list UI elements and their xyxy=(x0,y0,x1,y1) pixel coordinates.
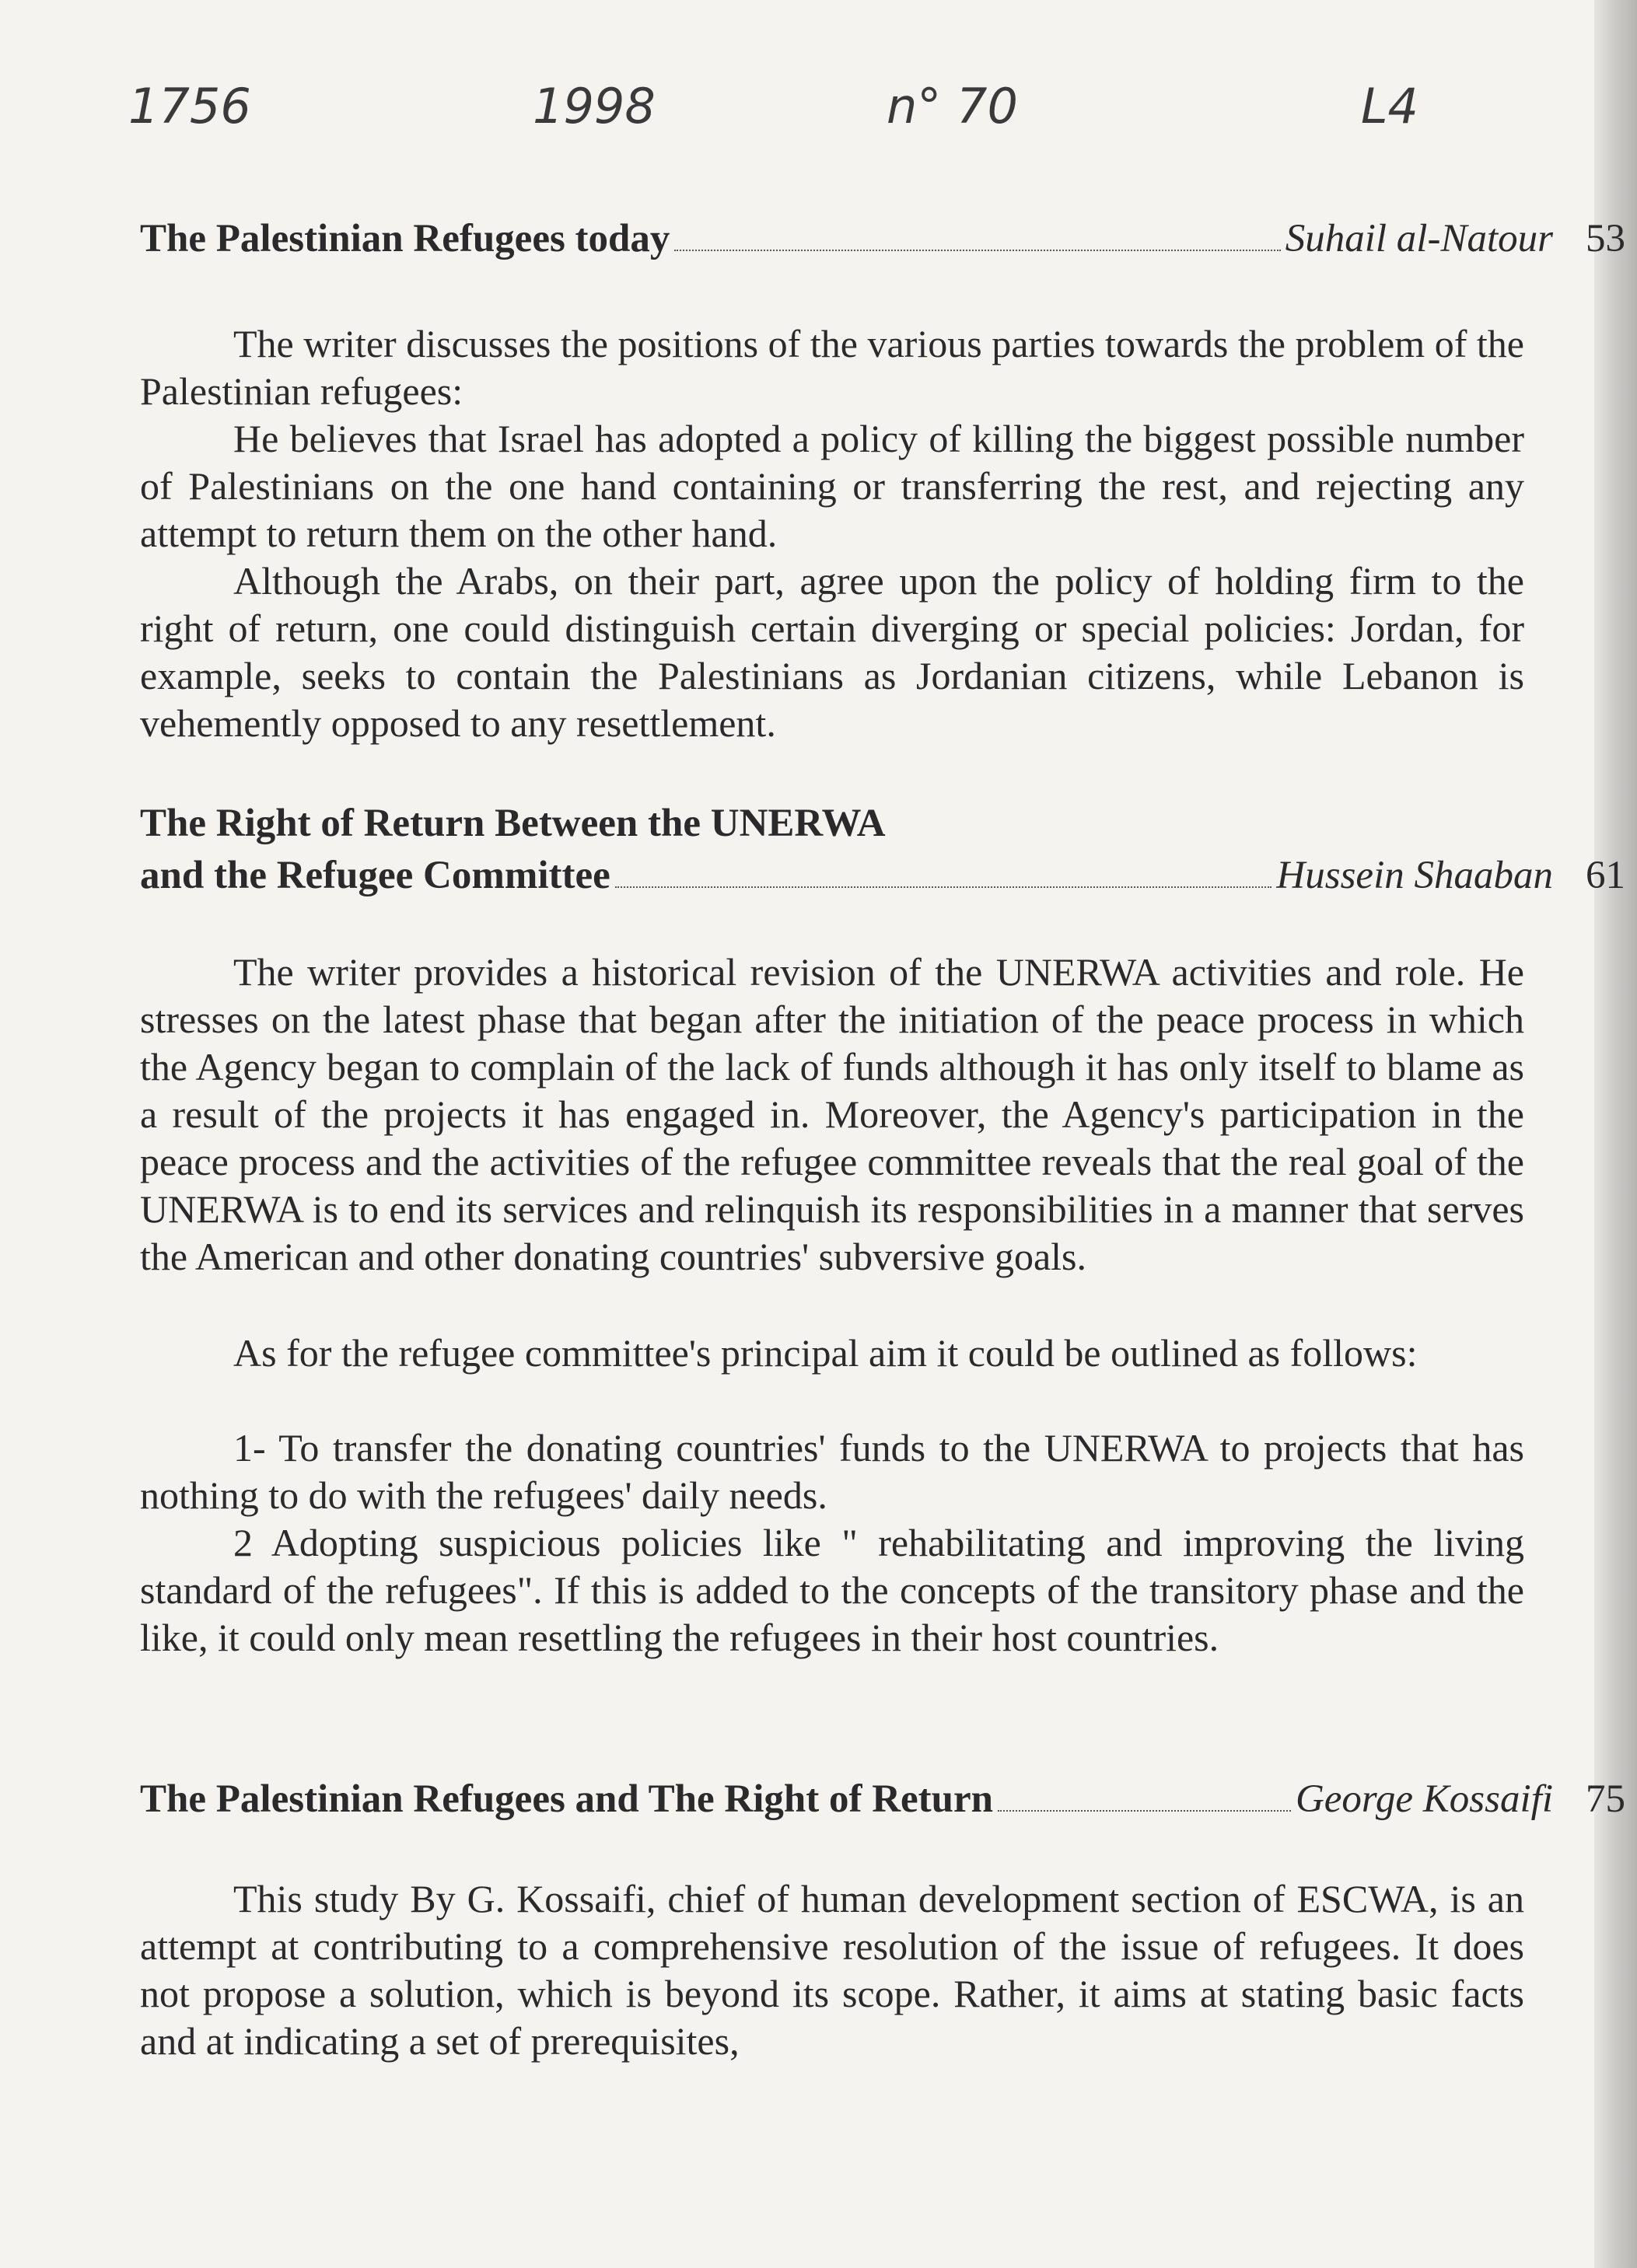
entry-1-paragraph-1: The writer discusses the positions of the various parties towards the problem of the Palestinian refugees: xyxy=(140,322,1524,413)
entry-1-author: Suhail al-Natour xyxy=(1285,217,1553,260)
entry-2-page-number: 61 xyxy=(1586,854,1625,897)
entry-2-title-line-1: The Right of Return Between the UNERWA xyxy=(140,802,886,845)
entry-3-paragraph-1: This study By G. Kossaifi, chief of human development section of ESCWA, is an attempt at contributing to a comprehensive resolution of the issue of refugees. It does not propose a solution, which is beyond its scope. Rather, it aims at stating basic facts and at indicating a set of prerequisites, xyxy=(140,1877,1524,2063)
dotted-leader xyxy=(615,886,1272,888)
entry-3-author: George Kossaifi xyxy=(1295,1777,1553,1821)
entry-2-author: Hussein Shaaban xyxy=(1276,854,1553,897)
entry-2-paragraph-3: 1- To transfer the donating countries' funds to the UNERWA to projects that has nothing to do with the refugees' daily needs. xyxy=(140,1426,1524,1517)
handwritten-note-1: 1756 xyxy=(128,78,251,135)
page-edge-shadow xyxy=(1594,0,1637,2268)
entry-1-paragraph-3: Although the Arabs, on their part, agree upon the policy of holding firm to the right of return, one could distinguish certain diverging or special policies: Jordan, for example, seeks to contain the Palestinians as Jordanian citizens, while Lebanon is vehemently opposed to any resettlement. xyxy=(140,559,1524,745)
entry-2-paragraph-1: The writer provides a historical revision of the UNERWA activities and role. He stresses on the latest phase that began after the initiation of the peace process in which the Agency began to complain of the lack of funds although it has only itself to blame as a result of the projects it has engaged in. Moreover, the Agency's participation in the peace process and the activities of the refugee committee reveals that the real goal of the UNERWA is to end its services and relinquish its responsibilities in a manner that serves the American and other donating countries' subversive goals. xyxy=(140,950,1524,1278)
handwritten-note-4: L4 xyxy=(1361,78,1418,135)
handwritten-note-3: n° 70 xyxy=(887,78,1018,135)
entry-2-paragraph-2: As for the refugee committee's principal aim it could be outlined as follows: xyxy=(233,1331,1418,1375)
entry-1-heading xyxy=(140,216,1625,261)
dotted-leader xyxy=(674,250,1280,251)
entry-3-page-number: 75 xyxy=(1586,1777,1625,1821)
entry-3-title: The Palestinian Refugees and The Right of Return xyxy=(140,1777,994,1821)
entry-2-paragraph-4: 2 Adopting suspicious policies like " rehabilitating and improving the living standard of the refugees". If this is added to the concepts of the transitory phase and the like, it could only mean resettling the refugees in their host countries. xyxy=(140,1521,1524,1659)
entry-2-heading xyxy=(140,853,1625,898)
entry-3-heading xyxy=(140,1777,1625,1822)
entry-1-paragraph-2: He believes that Israel has adopted a policy of killing the biggest possible number of Palestinians on the one hand containing or transferring the rest, and rejecting any attempt to return them on the other hand. xyxy=(140,417,1524,555)
entry-1-page-number: 53 xyxy=(1586,217,1625,260)
entry-1-title: The Palestinian Refugees today xyxy=(140,217,670,260)
entry-2-title-line-2: and the Refugee Committee xyxy=(140,854,610,897)
handwritten-note-2: 1998 xyxy=(533,78,656,135)
dotted-leader xyxy=(998,1810,1291,1812)
